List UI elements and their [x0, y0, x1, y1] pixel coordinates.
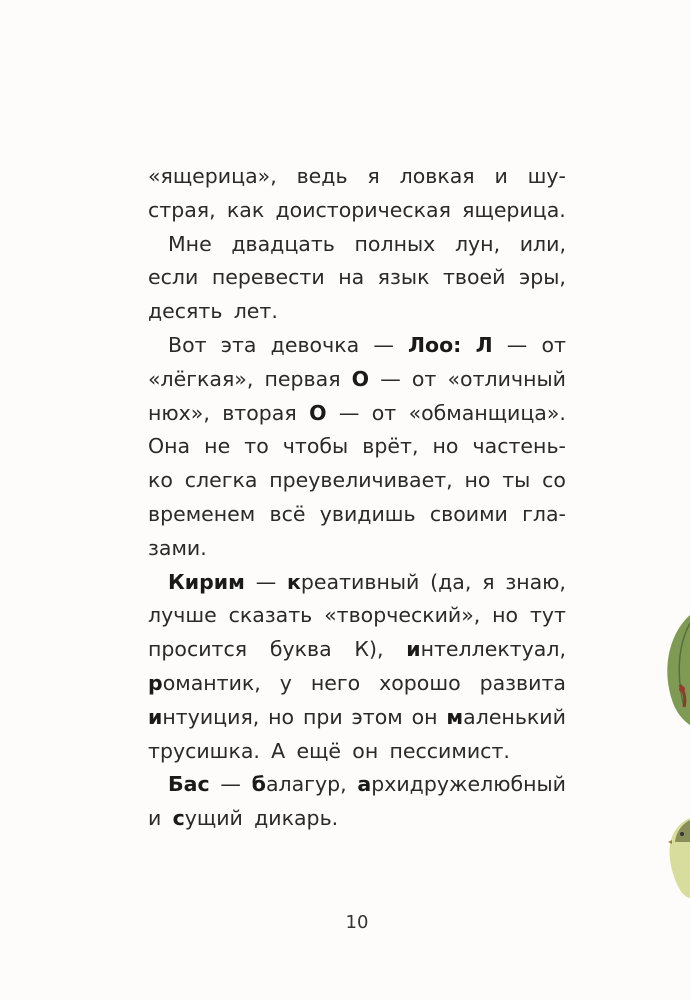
word: пессимист. — [389, 738, 510, 763]
word: шу- — [527, 164, 566, 188]
page-number: 10 — [345, 912, 369, 933]
word: временем — [148, 501, 256, 526]
paragraph — [148, 566, 566, 769]
word: от — [371, 400, 397, 425]
word: креативный — [286, 569, 420, 594]
word: знаю, — [505, 569, 566, 594]
word: сущий — [172, 806, 243, 831]
word: или, — [519, 231, 566, 256]
word: «творческий», — [324, 603, 481, 628]
word: — — [373, 332, 394, 357]
paragraph — [148, 329, 566, 566]
word: Мне — [168, 231, 212, 256]
word: полных — [354, 231, 436, 256]
word: он — [352, 738, 379, 763]
word: «ящерица», — [148, 164, 277, 188]
word: страя, — [148, 197, 216, 222]
word: слегка — [184, 468, 258, 493]
word: ящерица. — [462, 197, 566, 222]
word: от — [541, 332, 566, 357]
word: Кирим — [168, 569, 245, 594]
text-line — [148, 160, 566, 194]
word: ещё — [296, 738, 342, 763]
word: частень- — [472, 434, 566, 459]
word: — — [506, 332, 528, 357]
word: увидишь — [319, 501, 416, 526]
paragraph — [148, 228, 566, 329]
word: доисторическая — [275, 197, 451, 222]
word: десять — [148, 299, 223, 324]
text-line — [148, 667, 566, 701]
word: ты — [502, 468, 531, 493]
word: (да, — [430, 569, 472, 594]
word: и — [148, 806, 162, 831]
word: как — [226, 197, 265, 222]
word: нюх», — [148, 400, 210, 425]
word: — — [220, 772, 241, 797]
word: Бас — [168, 772, 210, 797]
word: твоей — [442, 265, 506, 290]
word: он — [411, 704, 438, 729]
word: у — [279, 670, 292, 695]
word: ловкая — [399, 164, 475, 188]
word: «обманщица». — [408, 400, 566, 425]
word: гла- — [522, 501, 566, 526]
word: дикарь. — [254, 806, 339, 831]
word: О — [309, 400, 327, 425]
body-text — [148, 160, 566, 836]
bird-illustration — [666, 818, 690, 898]
text-line — [148, 802, 566, 836]
word: балагур, — [251, 772, 347, 797]
word: — — [380, 366, 401, 391]
text-line — [148, 295, 566, 329]
word: Лоо: — [407, 332, 462, 357]
word: язык — [377, 265, 430, 290]
word: А — [271, 738, 286, 763]
word: лет. — [233, 299, 278, 324]
word: — — [255, 569, 277, 594]
word: романтик, — [148, 670, 261, 695]
word: лучше — [148, 603, 217, 628]
word: то — [244, 434, 269, 459]
text-line — [148, 464, 566, 498]
word: но — [464, 468, 491, 493]
word: хорошо — [379, 670, 461, 695]
text-line — [148, 329, 566, 363]
word: эры, — [518, 265, 566, 290]
text-line — [148, 701, 566, 735]
text-line — [148, 498, 566, 532]
text-line — [148, 261, 566, 295]
word: но — [432, 434, 459, 459]
text-line — [148, 430, 566, 464]
text-line — [148, 363, 566, 397]
word: я — [367, 164, 380, 188]
text-line — [148, 228, 566, 262]
word: интеллектуал, — [406, 637, 566, 662]
word: просится — [148, 637, 248, 662]
word: Она — [148, 434, 191, 459]
word: при — [302, 704, 343, 729]
word: перевести — [211, 265, 325, 290]
word: этом — [351, 704, 403, 729]
word: преувеличивает, — [269, 468, 453, 493]
word: лун, — [454, 231, 501, 256]
word: со — [542, 468, 566, 493]
word: О — [351, 366, 370, 391]
word: девочка — [270, 332, 360, 357]
word: если — [148, 265, 199, 290]
paragraph — [148, 768, 566, 836]
word: и — [494, 164, 508, 188]
word: зами. — [148, 535, 207, 560]
word: чтобы — [282, 434, 349, 459]
word: К), — [354, 637, 384, 662]
word: но — [268, 704, 295, 729]
word: не — [204, 434, 231, 459]
word: тут — [529, 603, 566, 628]
word: ведь — [296, 164, 348, 188]
word: врёт, — [362, 434, 419, 459]
text-line — [148, 397, 566, 431]
text-line — [148, 532, 566, 566]
word: от — [411, 366, 437, 391]
word: него — [310, 670, 361, 695]
word: эта — [220, 332, 257, 357]
word: маленький — [446, 704, 566, 729]
word: первая — [264, 366, 341, 391]
leaf-illustration — [660, 615, 690, 725]
word: но — [492, 603, 519, 628]
text-line — [148, 735, 566, 769]
word: ко — [148, 468, 173, 493]
word: — — [338, 400, 360, 425]
word: буква — [269, 637, 332, 662]
text-line — [148, 633, 566, 667]
text-line — [148, 566, 566, 600]
word: своими — [429, 501, 508, 526]
word: всё — [269, 501, 306, 526]
word: трусишка. — [148, 738, 260, 763]
word: я — [482, 569, 495, 594]
text-line — [148, 768, 566, 802]
word: сказать — [228, 603, 313, 628]
word: интуиция, — [148, 704, 260, 729]
word: Вот — [168, 332, 207, 357]
word: развита — [479, 670, 566, 695]
paragraph — [148, 160, 566, 228]
word: архидружелюбный — [357, 772, 566, 797]
word: «отличный — [447, 366, 566, 391]
text-line — [148, 194, 566, 228]
text-line — [148, 599, 566, 633]
word: на — [338, 265, 365, 290]
word: двадцать — [231, 231, 335, 256]
word: Л — [475, 332, 493, 357]
word: вторая — [222, 400, 297, 425]
word: «лёгкая», — [148, 366, 254, 391]
